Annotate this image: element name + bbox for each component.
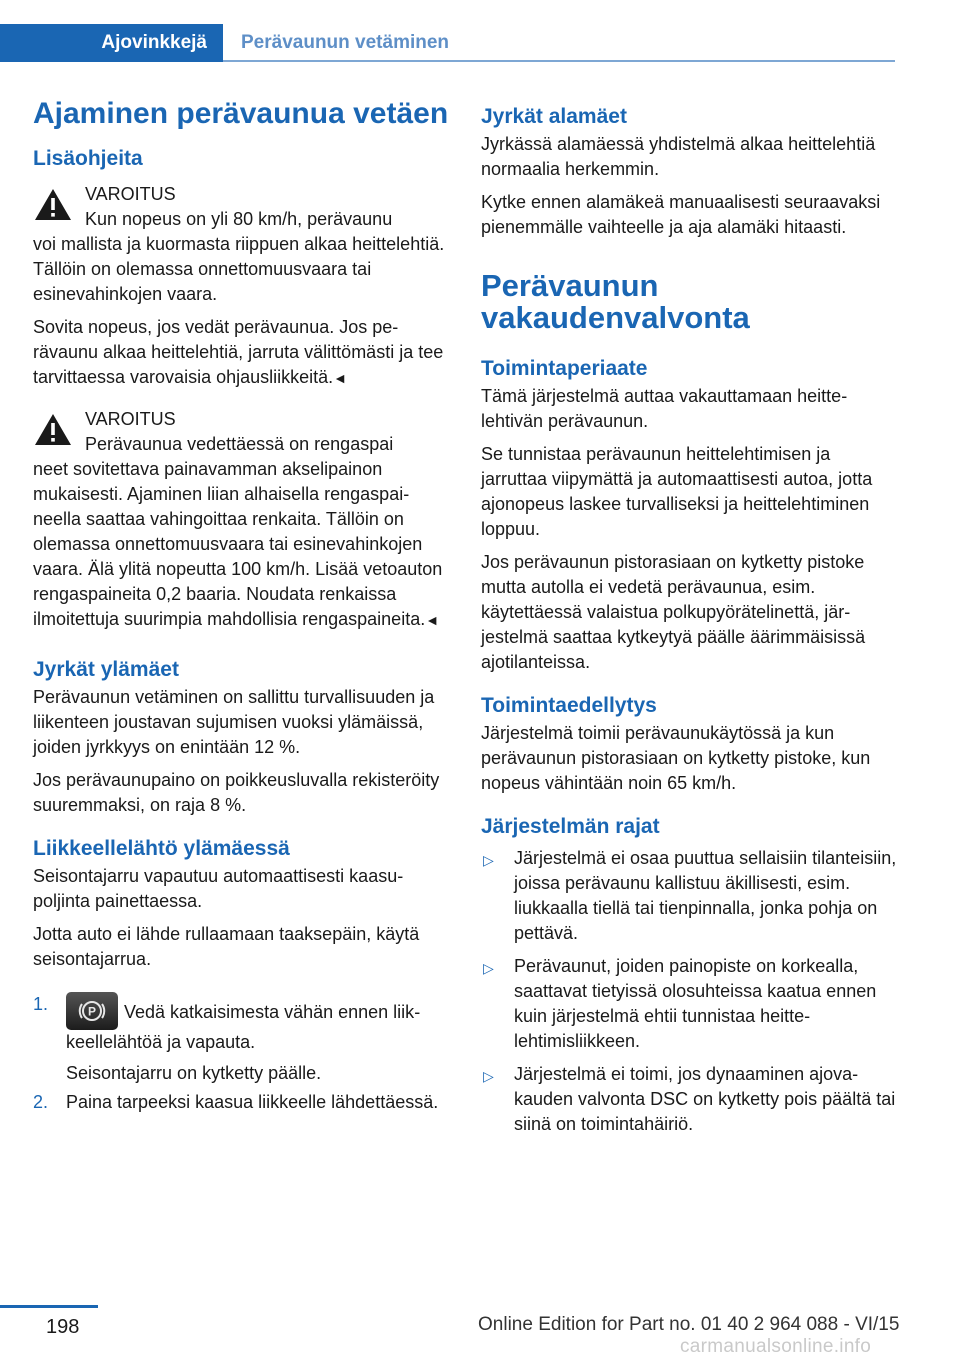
paragraph: Jos perävaunupaino on poikkeusluvalla rekisteröity suuremmaksi, on raja 8 %. — [33, 770, 440, 815]
paragraph: Jotta auto ei lähde rullaamaan taaksepäin, käytä seisontajarrua. — [33, 924, 420, 969]
tab-ajovinkkeja[interactable]: Ajovinkkejä — [0, 24, 223, 62]
warning-text: neet sovitettava painavamman akselipainon mukaisesti. Ajaminen liian alhaisella rengaspaineella saattaa vahingoittaa renkaita. Tällöin on olemassa onnettomuusvaara tai esinevahinkojen vaara. Älä ylitä nopeutta 100 km/h. Lisää vetoauton rengaspaineita 0,2 baaria. Noudata renkaissa ilmoitettuja suurimpia mahdollisia rengaspaineita.◄ — [33, 459, 443, 629]
section-heading-jarjestelman-rajat: Järjestelmän rajat — [481, 815, 660, 838]
list-text: Paina tarpeeksi kaasua liikkeelle lähdettäessä. — [66, 1092, 439, 1112]
section-heading-jyrkat-alamaet: Jyrkät alamäet — [481, 105, 627, 128]
warning-text: voi mallista ja kuormasta riippuen alkaa heittelehtiä. Tällöin on olemassa onnettomuusvaara tai esinevahinkojen vaara. — [33, 234, 445, 304]
list-number: 2. — [33, 1092, 49, 1112]
warning-block-1 — [33, 182, 451, 307]
paragraph: Kytke ennen alamäkeä manuaalisesti seuraavaksi pienemmälle vaihteelle ja aja alamäki hitaasti. — [481, 192, 881, 237]
list-text: Järjestelmä ei osaa puuttua sellaisiin tilanteisiin, joissa perävaunu kallistuu äkillisesti, esim. liukkaalla tiellä tai tienpinnalla, jonka pohja on pettävä. — [514, 848, 897, 943]
warning-paragraph: Sovita nopeus, jos vedät perävaunua. Jos perävaunu alkaa heittelehtiä, jarruta välittömästi ja tee tarvittaessa varovaisia ohjausliikkeitä.◄ — [33, 317, 444, 387]
section-heading-jyrkat-ylamaet: Jyrkät ylämäet — [33, 658, 179, 681]
page-header — [0, 0, 960, 66]
edition-note: Online Edition for Part no. 01 40 2 964 088 - VI/15 — [478, 1314, 900, 1335]
warning-triangle-icon — [33, 186, 73, 222]
paragraph: Seisontajarru vapautuu automaattisesti kaasupoljinta painettaessa. — [33, 866, 404, 911]
list-item — [481, 1062, 899, 1137]
warning-label: VAROITUS — [85, 409, 176, 429]
paragraph: Järjestelmä toimii perävaunukäytössä ja kun perävaunun pistorasiaan on kytketty pistoke, kun nopeus vähintään noin 65 km/h. — [481, 723, 871, 793]
list-text: Perävaunut, joiden painopiste on korkealla, saattavat tietyissä olosuhteissa kaatua ennen kuin järjestelmä ehtii tunnistaa heittelehtimisliikkeen. — [514, 956, 877, 1051]
watermark: carmanualsonline.info — [680, 1336, 872, 1357]
footer-divider — [0, 1305, 98, 1308]
list-item — [33, 1090, 451, 1115]
section-heading-lisaohjeita: Lisäohjeita — [33, 147, 143, 170]
triangle-bullet-icon: ▷ — [483, 852, 494, 868]
end-mark-icon: ◄ — [425, 612, 440, 628]
parking-brake-icon — [66, 992, 118, 1030]
list-number: 1. — [33, 994, 49, 1014]
paragraph: Se tunnistaa perävaunun heittelehtimisen ja jarruttaa viipymättä ja automaattisesti autoa, jotta ajonopeus laskee turvalliseksi ja heittelehtiminen loppuu. — [481, 444, 873, 539]
paragraph: Jyrkässä alamäessä yhdistelmä alkaa heittelehtiä normaalia herkemmin. — [481, 134, 876, 179]
paragraph: Perävaunun vetäminen on sallittu turvallisuuden ja liikenteen joustavan sujumisen vuoksi ylämäissä, joiden jyrkkyys on enintään 12 %. — [33, 687, 435, 757]
section-heading-liikkeellelahto: Liikkeellelähtö ylämäessä — [33, 837, 290, 860]
section-title-vakaudenvalvonta: Perävaunun vakaudenvalvonta — [481, 268, 750, 335]
tab-peravaunun-vetaminen[interactable]: Perävaunun vetäminen — [223, 24, 895, 62]
triangle-bullet-icon: ▷ — [483, 960, 494, 976]
list-item — [481, 954, 899, 1054]
paragraph: Tämä järjestelmä auttaa vakauttamaan heittelehtivän perävaunun. — [481, 386, 848, 431]
warning-text-first-line: Kun nopeus on yli 80 km/h, perävaunu — [85, 209, 393, 229]
warning-text-first-line: Perävaunua vedettäessä on rengaspai — [85, 434, 394, 454]
header-divider — [223, 60, 895, 62]
triangle-bullet-icon: ▷ — [483, 1068, 494, 1084]
list-text: Järjestelmä ei toimi, jos dynaaminen ajovakauden valvonta DSC on kytketty pois päältä tai siinä on toimintahäiriö. — [514, 1064, 896, 1134]
svg-text:P: P — [87, 1004, 97, 1019]
list-text: Vedä katkaisimesta vähän ennen liikkeellelähtöä ja vapauta. — [66, 1002, 421, 1052]
section-heading-toimintaperiaate: Toimintaperiaate — [481, 357, 648, 380]
paragraph: Jos perävaunun pistorasiaan on kytketty pistoke mutta autolla ei vedetä perävaunua, esim. käytettäessä valaistua polkupyörätelinettä, järjestelmä saattaa kytkeytyä päälle äärimmäisissä ajotilanteissa. — [481, 552, 866, 672]
section-heading-toimintaedellytys: Toimintaedellytys — [481, 694, 657, 717]
list-item — [481, 846, 899, 946]
right-column — [481, 104, 899, 1145]
warning-triangle-icon — [33, 411, 73, 447]
page-number: 198 — [46, 1316, 80, 1338]
page-title: Ajaminen perävaunua vetäen — [33, 97, 449, 130]
warning-block-2 — [33, 407, 451, 633]
end-mark-icon: ◄ — [333, 370, 347, 386]
list-subtext: Seisontajarru on kytketty päälle. — [66, 1063, 322, 1083]
left-column — [33, 96, 451, 1119]
warning-label: VAROITUS — [85, 184, 176, 204]
list-item — [33, 992, 451, 1055]
